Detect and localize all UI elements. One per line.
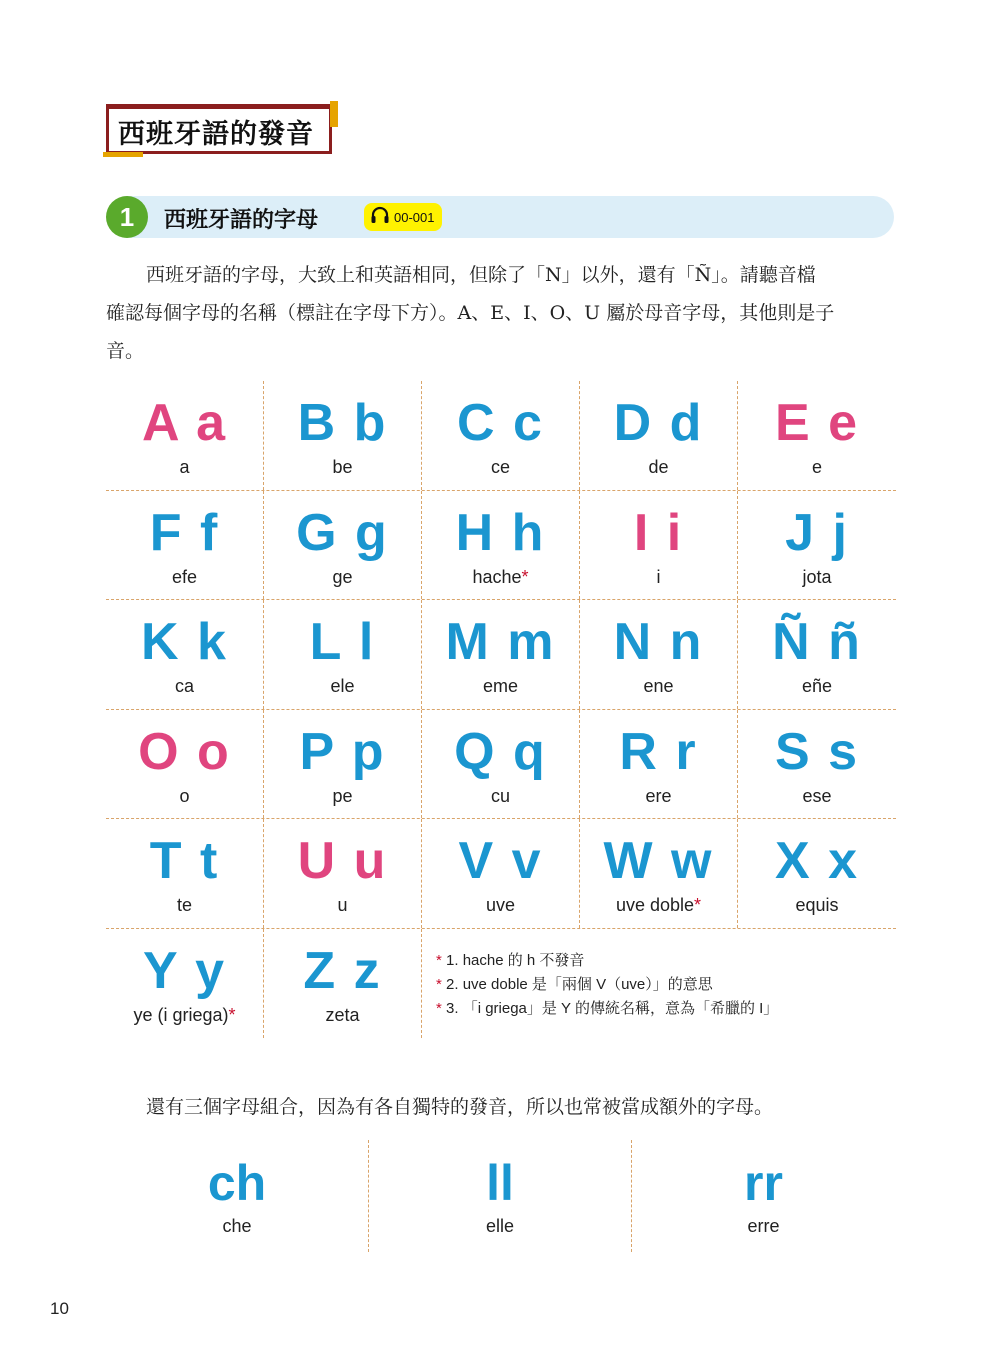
letter-cell-j (738, 491, 896, 600)
letter-pair: M m (445, 613, 556, 671)
letter-name: hache* (472, 566, 529, 587)
footnote-star: * (694, 895, 702, 915)
footnote-3: * 3. 「i griega」是 Y 的傳統名稱，意為「希臘的 I」 (436, 999, 779, 1017)
letter-cell-w (580, 819, 738, 928)
intro-line-3: 音。 (106, 340, 145, 362)
letter-pair: W w (603, 832, 714, 890)
intro-line-2: 確認每個字母的名稱（標註在字母下方）。A、E、I、O、U 屬於母音字母，其他則是子 (106, 302, 835, 324)
letter-pair: F f (149, 503, 220, 562)
letter-pair: X x (774, 832, 860, 890)
digraph-cell-ll (369, 1140, 632, 1252)
alphabet-row (106, 929, 896, 1039)
letter-cell-m (422, 600, 580, 709)
letter-name: o (179, 785, 190, 806)
digraph-letters: ch (207, 1155, 267, 1211)
letter-cell-b (264, 381, 422, 490)
letter-cell-f (106, 491, 264, 600)
letter-name: ere (645, 785, 672, 806)
footnote-star: * (228, 1004, 236, 1025)
digraph-cell-rr (632, 1140, 895, 1252)
letter-name: eñe (801, 676, 833, 696)
digraph-letters: ll (486, 1155, 514, 1211)
digraph-name: elle (485, 1216, 515, 1236)
letter-name: efe (171, 566, 198, 587)
letter-cell-a (106, 381, 264, 490)
letter-name: te (176, 895, 192, 915)
letter-pair: N n (613, 613, 704, 671)
letter-name: de (648, 457, 669, 477)
alphabet-row (106, 381, 896, 491)
digraph-name: che (222, 1216, 252, 1236)
letter-cell-n (580, 600, 738, 709)
letter-pair: I i (633, 503, 684, 562)
page-number: 10 (50, 1299, 69, 1318)
letter-name: ye (i griega)* (133, 1004, 236, 1025)
letter-cell-o (106, 710, 264, 819)
letter-cell-t (106, 819, 264, 928)
letter-name: ca (174, 676, 194, 696)
letter-pair: V v (458, 832, 543, 890)
footnote-1: * 1. hache 的 h 不發音 (436, 951, 585, 969)
letter-pair: Q q (454, 722, 547, 781)
letter-pair: H h (455, 503, 546, 562)
letter-pair: G g (296, 503, 389, 562)
intro-line-1: 西班牙語的字母，大致上和英語相同，但除了「N」以外，還有「Ñ」。請聽音檔 (146, 264, 816, 286)
letter-name: e (811, 457, 822, 477)
intro-paragraph (106, 256, 896, 370)
letter-pair: E e (774, 394, 860, 452)
digraph-cell-ch (106, 1140, 369, 1252)
letter-name: equis (795, 895, 839, 915)
letter-cell-z (264, 929, 422, 1039)
letter-pair: L l (309, 613, 376, 671)
footnote-star: * (521, 566, 529, 587)
letter-cell-u (264, 819, 422, 928)
alphabet-row (106, 819, 896, 929)
digraph-intro-text: 還有三個字母組合，因為有各自獨特的發音，所以也常被當成額外的字母。 (146, 1096, 774, 1118)
letter-name: zeta (325, 1004, 360, 1025)
letter-pair: P p (299, 722, 386, 781)
letter-name: i (656, 566, 661, 587)
letter-name: ene (643, 676, 674, 696)
letter-cell-s (738, 710, 896, 819)
letter-cell-y (106, 929, 264, 1039)
letter-pair: T t (149, 832, 220, 890)
subsection-bar (106, 196, 894, 238)
section-title-box (106, 104, 332, 154)
letter-pair: O o (138, 722, 231, 781)
letter-pair: U u (297, 832, 388, 890)
subsection-number-badge: 1 (106, 196, 148, 238)
letter-cell-enye (738, 600, 896, 709)
letter-name: uve doble* (615, 895, 702, 915)
letter-cell-h (422, 491, 580, 600)
letter-cell-i (580, 491, 738, 600)
letter-name: be (332, 457, 353, 477)
letter-cell-x (738, 819, 896, 928)
letter-cell-c (422, 381, 580, 490)
section-title-accent-corner (330, 101, 338, 127)
letter-name: pe (332, 785, 353, 806)
letter-cell-l (264, 600, 422, 709)
letter-pair: A a (142, 394, 227, 452)
digraph-row (106, 1140, 896, 1252)
letter-name: ese (802, 785, 832, 806)
letter-name: ce (490, 457, 510, 477)
letter-cell-d (580, 381, 738, 490)
letter-name: ge (332, 566, 353, 587)
audio-track-button[interactable] (364, 203, 442, 231)
footnotes-cell (422, 929, 896, 1039)
alphabet-row (106, 600, 896, 710)
letter-cell-g (264, 491, 422, 600)
letter-name: a (179, 457, 190, 477)
letter-name: jota (802, 566, 832, 587)
letter-pair: B b (297, 394, 388, 452)
alphabet-row (106, 491, 896, 601)
letter-name: cu (490, 785, 510, 806)
section-title: 西班牙語的發音 (118, 119, 314, 150)
letter-pair: Ñ ñ (772, 613, 862, 671)
footnote-2: * 2. uve doble 是「兩個 V（uve）」的意思 (436, 975, 713, 993)
letter-name: ele (330, 676, 355, 696)
letter-pair: C c (457, 394, 544, 452)
letter-pair: K k (141, 613, 228, 671)
alphabet-grid (106, 381, 896, 1038)
letter-pair: Z z (303, 941, 382, 1000)
letter-cell-v (422, 819, 580, 928)
letter-pair: R r (619, 722, 698, 781)
headphones-icon (370, 206, 390, 228)
digraph-letters: rr (744, 1155, 783, 1211)
letter-cell-q (422, 710, 580, 819)
section-title-accent-bottom (103, 152, 143, 157)
footnotes (436, 949, 896, 1021)
letter-pair: S s (774, 722, 860, 781)
letter-cell-p (264, 710, 422, 819)
letter-cell-r (580, 710, 738, 819)
letter-pair: J j (785, 503, 849, 562)
audio-track-code: 00-001 (394, 209, 435, 225)
digraph-name: erre (747, 1216, 780, 1236)
letter-cell-e (738, 381, 896, 490)
letter-pair: D d (613, 394, 704, 452)
letter-name: eme (482, 676, 518, 696)
alphabet-row (106, 710, 896, 820)
letter-name: uve (485, 895, 516, 915)
subsection-title: 西班牙語的字母 (164, 208, 319, 233)
letter-name: u (337, 895, 348, 915)
section-title-accent-top (106, 104, 332, 109)
letter-pair: Y y (142, 941, 227, 1000)
letter-cell-k (106, 600, 264, 709)
